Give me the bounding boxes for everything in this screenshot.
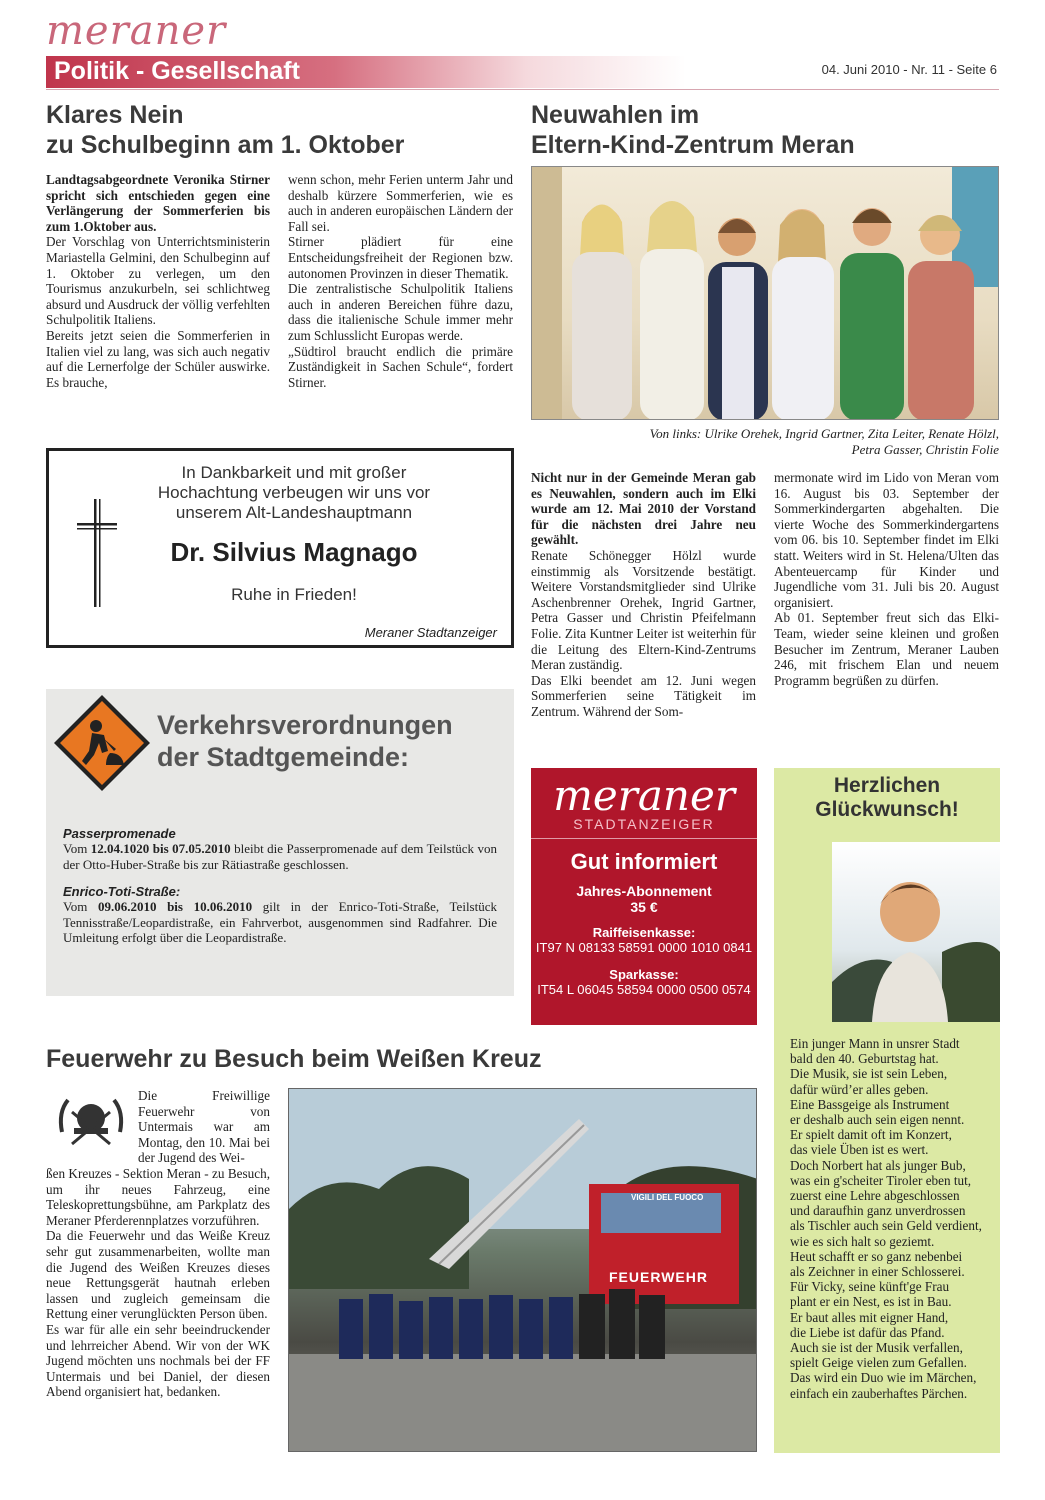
dateline: 04. Juni 2010 - Nr. 11 - Seite 6: [821, 62, 997, 77]
ad-abo: Jahres-Abonnement: [576, 883, 712, 899]
truck-text: FEUERWEHR: [609, 1269, 708, 1285]
fire-brigade-emblem-icon: [54, 1092, 128, 1150]
congrats-title-line1: Herzlichen: [833, 774, 941, 797]
traffic-title-line1: Verkehrsverordnungen: [157, 710, 453, 740]
article3-intro: Die Freiwillige Feuerwehr von Untermais war am Montag, den 10. Mai bei der Jugend des Wei-: [138, 1088, 270, 1166]
section-title: Politik - Gesellschaft: [54, 57, 300, 85]
article1-col1: [46, 172, 270, 390]
memorial-line2: Hochachtung verbeugen wir uns vor: [157, 483, 431, 502]
traffic-item1-dates: 12.04.1020 bis 07.05.2010: [90, 841, 231, 856]
article1-col2: wenn schon, mehr Ferien unterm Jahr und deshalb kürzere Sommerferien, wie es auch in anderen europäischen Ländern der Fall sei. Stirner plädiert für eine Entscheidungsfreiheit der Regionen bzw. autonomen Provinzen in dieser Thematik. Die zentralistische Schulpolitik Italiens auch in anderen Bereichen führe dazu, dass die italienische Schule immer mehr zum Schlusslicht Europas werde. „Südtirol braucht endlich die primäre Zuständigkeit in Sachen Schule“, fordert Stirner.: [288, 172, 513, 390]
traffic-item2-title: Enrico-Toti-Straße:: [63, 884, 181, 900]
caption-line1: Von links: Ulrike Orehek, Ingrid Gartner, Zita Leiter, Renate Hölzl,: [649, 426, 999, 441]
article2-title-line2: Eltern-Kind-Zentrum Meran: [531, 131, 855, 159]
memorial-name: Dr. Silvius Magnago: [170, 537, 418, 567]
article1-lead: Landtagsabgeordnete Veronika Stirner spricht sich entschieden gegen eine Verlängerung der Sommerferien bis zum 1.Oktober aus.: [46, 172, 270, 234]
truck-label: VIGILI DEL FUOCO: [631, 1193, 704, 1202]
congrats-title: [774, 774, 1000, 822]
article1-body1: Der Vorschlag von Unterrichtsministerin Mariastella Gelmini, den Schulbeginn auf 1. Oktober zu verlegen, um den Tourismus anzukurbeln, sei schlichtweg absurd und Ausdruck der völlig verfehlten Schulpolitik Italiens. Bereits jetzt seien die Sommerferien in Italien viel zu lang, was sich auch negativ auf die Lernerfolge der Schüler auswirke. Es brauche,: [46, 234, 270, 390]
article2-col2: mermonate wird im Lido von Meran vom 16. August bis 03. September der Sommerkindergarten abgehalten. Die vierte Woche des Sommerkindergartens vom 06. bis 10. September findet im Elki statt. Weiters wird in St. Helena/Ulten das Abenteuercamp für Kinder und Jugendliche vom 31. Juli bis 20. August organisiert. Ab 01. September freut sich das Elki-Team, wieder seine kleinen und großen Besucher im Zentrum, Meraner Lauben 246, mit frischem Elan und neuem Programm begrüßen zu dürfen.: [774, 470, 999, 688]
subscription-ad: [531, 768, 757, 1025]
memorial-line3: unserem Alt-Landeshauptmann: [175, 503, 413, 522]
roadwork-sign-icon: [52, 693, 152, 793]
article3-body: ßen Kreuzes - Sektion Meran - zu Besuch, um ihr neues Fahrzeug, eine Teleskoprettungsbühne, am Parkplatz des Meraner Pferderennplatzes vorzuführen. Da die Feuerwehr und das Weiße Kreuz sehr gut zusammenarbeiten, wollte man die Jugend des Weißen Kreuzes dieses neue Rettungsgerät hautnah erleben lassen und zugleich gemeinsam die Rettung einer verunglückten Person üben. Es war für alle ein sehr beeindruckender und lehrreicher Abend. Wir von der WK Jugend möchten uns nochmals bei der FF Untermais und bei Daniel, der diesen Abend organisiert hat, bedanken.: [46, 1166, 270, 1400]
ad-headline: Gut informiert: [570, 849, 718, 874]
ad-divider: [531, 838, 757, 849]
article1-title-line1: Klares Nein: [46, 101, 184, 129]
article2-body1: Renate Schönegger Hölzl wurde einstimmig als Vorsitzende bestätigt. Weitere Vorstandsmitglieder sind Ulrike Aschenbrenner Orehek, Ingrid Gartner, Petra Gasser und Christin Pfeifelmann Folie. Zita Kuntner Leiter ist weiterhin für die Leitung des Eltern-Kind-Zentrums Meran zuständig. Das Elki beendet am 12. Juni wegen Sommerferien seine Tätigkeit im Zentrum. Während der Som-: [531, 547, 756, 719]
ad-brand: meraner: [553, 771, 735, 820]
congrats-poem: Ein junger Mann in unsrer Stadt bald den 40. Geburtstag hat. Die Musik, sie ist sein Leben, dafür würd’er alles geben. Eine Bassgeige als Instrument er deshalb auch sein eigen nennt. Er spielt damit oft im Konzert, das viele Üben ist es wert. Doch Norbert hat als junger Bub, was ein g'scheiter Tiroler eben tut, zuerst eine Lehre abgeschlossen und daraufhin ganz unverdrossen als Tischler auch sein Geld verdient, wie es sich halt so geziemt. Heut schafft er so ganz nebenbei als Zeichner in einer Schlosserei. Für Vicky, seine künft'ge Frau plant er ein Nest, es ist in Bau. Er baut alles mit eigner Hand, die Liebe ist dafür das Pfand. Auch sie ist der Musik verfallen, spielt Geige vielen zum Gefallen. Das wird ein Duo wie im Märchen, einfach ein zauberhaftes Pärchen.: [790, 1036, 982, 1401]
traffic-item1-title: Passerpromenade: [63, 826, 176, 841]
article2-col1: [531, 470, 756, 720]
group-photo-illustration: [532, 167, 999, 420]
portrait-illustration: [832, 842, 1000, 1022]
group-photo: [531, 166, 999, 420]
portrait-photo: [832, 842, 1000, 1022]
memorial-box: [46, 448, 514, 648]
traffic-item2-dates: 09.06.2010 bis 10.06.2010: [97, 899, 253, 915]
ad-bank1: Raiffeisenkasse:: [592, 925, 696, 940]
congrats-title-line2: Glückwunsch!: [815, 798, 959, 821]
ad-iban2: IT54 L 06045 58594 0000 0500 0574: [537, 982, 751, 997]
traffic-item1-a: Vom: [63, 841, 91, 856]
memorial-signature: Meraner Stadtanzeiger: [364, 625, 497, 640]
caption-line2: Petra Gasser, Christin Folie: [851, 442, 999, 457]
traffic-title-line2: der Stadtgemeinde:: [157, 742, 410, 772]
traffic-item1-b: bleibt die Passerpromenade auf dem Teilstück von der Otto-Huber-Straße bis zur Rätiastraße geschlossen.: [63, 841, 498, 872]
article1-title-line2: zu Schulbeginn am 1. Oktober: [46, 131, 405, 159]
fire-truck-photo: [288, 1088, 757, 1452]
traffic-item2-a: Vom: [63, 899, 98, 915]
group-photo-caption: [531, 426, 999, 458]
masthead-logo: meraner: [46, 8, 227, 54]
header-rule: [46, 89, 999, 90]
ad-sub: STADTANZEIGER: [573, 816, 715, 832]
article1-title: [46, 100, 516, 160]
congrats-box: [774, 768, 1000, 1453]
ad-price: 35 €: [630, 899, 658, 915]
article2-title: [531, 100, 1001, 160]
memorial-line1: In Dankbarkeit und mit großer: [181, 463, 407, 482]
memorial-rest: Ruhe in Frieden!: [231, 585, 357, 604]
traffic-item1-text: [63, 841, 497, 872]
traffic-item2-b: gilt in der Enrico-Toti-Straße, Teilstück Tennisstraße/Leopardistraße, ein Fahrverbot, ausgenommen sind Radfahrer. Die Umleitung erfolgt über die Leopardistraße.: [63, 899, 497, 946]
section-bar: [46, 56, 686, 88]
article3-title: Feuerwehr zu Besuch beim Weißen Kreuz: [46, 1045, 542, 1073]
ad-iban1: IT97 N 08133 58591 0000 1010 0841: [535, 940, 753, 955]
article2-title-line1: Neuwahlen im: [531, 101, 700, 129]
traffic-box: [46, 689, 514, 996]
article2-lead: Nicht nur in der Gemeinde Meran gab es Neuwahlen, sondern auch im Elki wurde am 12. Mai 2010 der Vorstand für die nächsten drei Jahre neu gewählt.: [531, 470, 756, 548]
ad-bank2: Sparkasse:: [609, 967, 679, 982]
traffic-item2-text: [63, 899, 497, 946]
